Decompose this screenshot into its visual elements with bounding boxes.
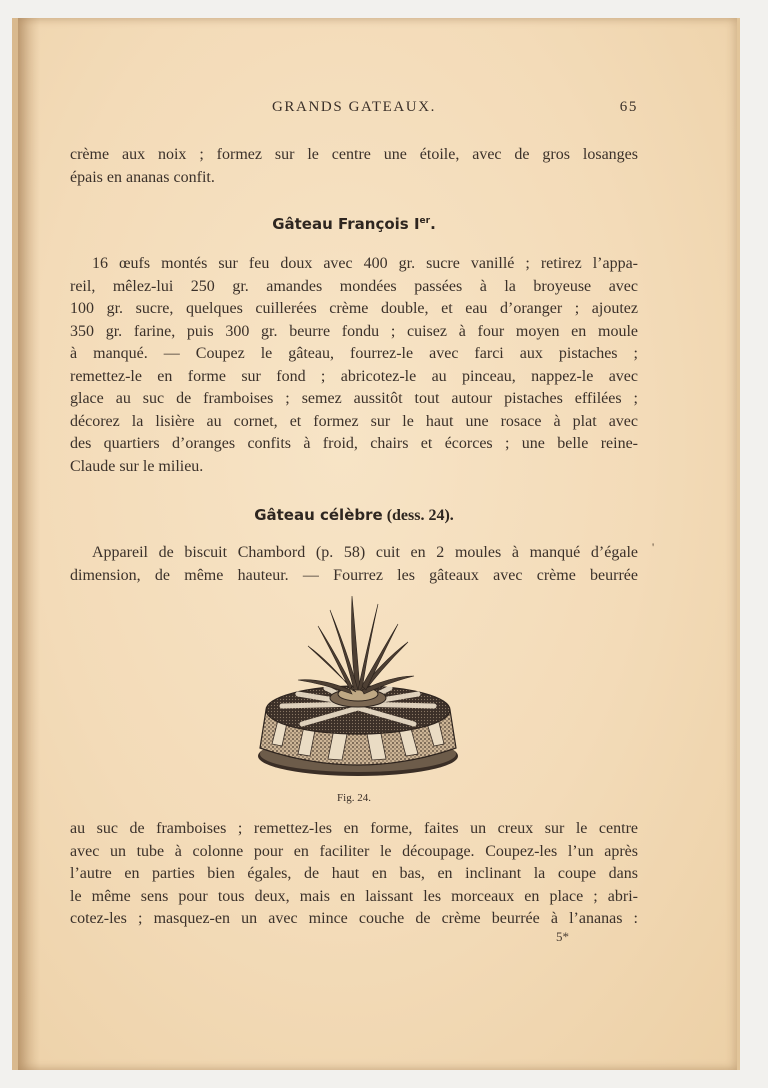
text-line: Appareil de biscuit Chambord (p. 58) cuit en 2 moules à manqué d’égale [92,544,638,561]
francois-paragraph [70,253,638,478]
text-line: épais en ananas confit. [70,168,215,186]
text-line: reil, mêlez-lui 250 gr. amandes mondées passées à la broyeuse avec [70,277,638,295]
text-line: 100 gr. sucre, quelques cuillerées crème double, et eau d’oranger ; ajoutez [70,300,638,317]
heading-suffix: . [430,215,436,233]
figure-caption: Fig. 24. [337,792,371,804]
text-line: au suc de framboises ; remettez-les en forme, faites un creux sur le centre [70,820,638,837]
text-line: dimension, de même hauteur. — Fourrez les gâteaux avec crème beurrée [70,566,638,584]
page-binding-shadow [18,18,40,1070]
heading-text: Gâteau François I [272,215,420,233]
page-number: 65 [619,99,638,115]
running-title: GRANDS GATEAUX. [271,99,436,115]
section-heading-celebre [70,506,638,525]
celebre-paragraph-bottom [70,818,638,931]
text-line: décorez la lisière au cornet, et formez sur le haut une rosace à plat avec [70,412,638,430]
celebre-paragraph-top [70,542,638,587]
text-line: 350 gr. farine, puis 300 gr. beurre fondu ; cuisez à four moyen en moule [70,322,638,340]
intro-paragraph [70,144,638,189]
text-line: à manqué. — Coupez le gâteau, fourrez-le avec farci aux pistaches ; [70,345,638,362]
margin-mark: ' [652,540,655,554]
printer-signature: 5* [556,929,569,944]
text-line: l’autre en parties bien égales, de haut en bas, en inclinant la coupe dans [70,865,638,882]
text-line: crème aux noix ; formez sur le centre une étoile, avec de gros losanges [70,146,638,163]
text-line: le même sens pour tous deux, mais en laissant les morceaux en place ; abri- [70,887,638,905]
text-line: remettez-le en forme sur fond ; abricotez-le au pinceau, nappez-le avec [70,367,638,385]
cake-illustration [252,590,464,790]
section-heading-francois [70,215,638,234]
text-line: cotez-les ; masquez-en un avec mince couche de crème beurrée à l’ananas : [70,910,638,927]
text-line: 16 œufs montés sur feu doux avec 400 gr. sucre vanillé ; retirez l’appa- [92,255,638,272]
text-line: Claude sur le milieu. [70,457,204,475]
heading-text: Gâteau célèbre [254,506,383,524]
text-line: avec un tube à colonne pour en faciliter le découpage. Coupez-les l’un après [70,842,638,860]
heading-note: (dess. 24). [386,507,454,524]
heading-superscript: er [419,216,431,226]
text-line: des quartiers d’oranges confits à froid, chairs et écorces ; une belle reine- [70,435,638,452]
text-line: glace au suc de framboises ; semez aussitôt tout autour pistaches effilées ; [70,390,638,407]
